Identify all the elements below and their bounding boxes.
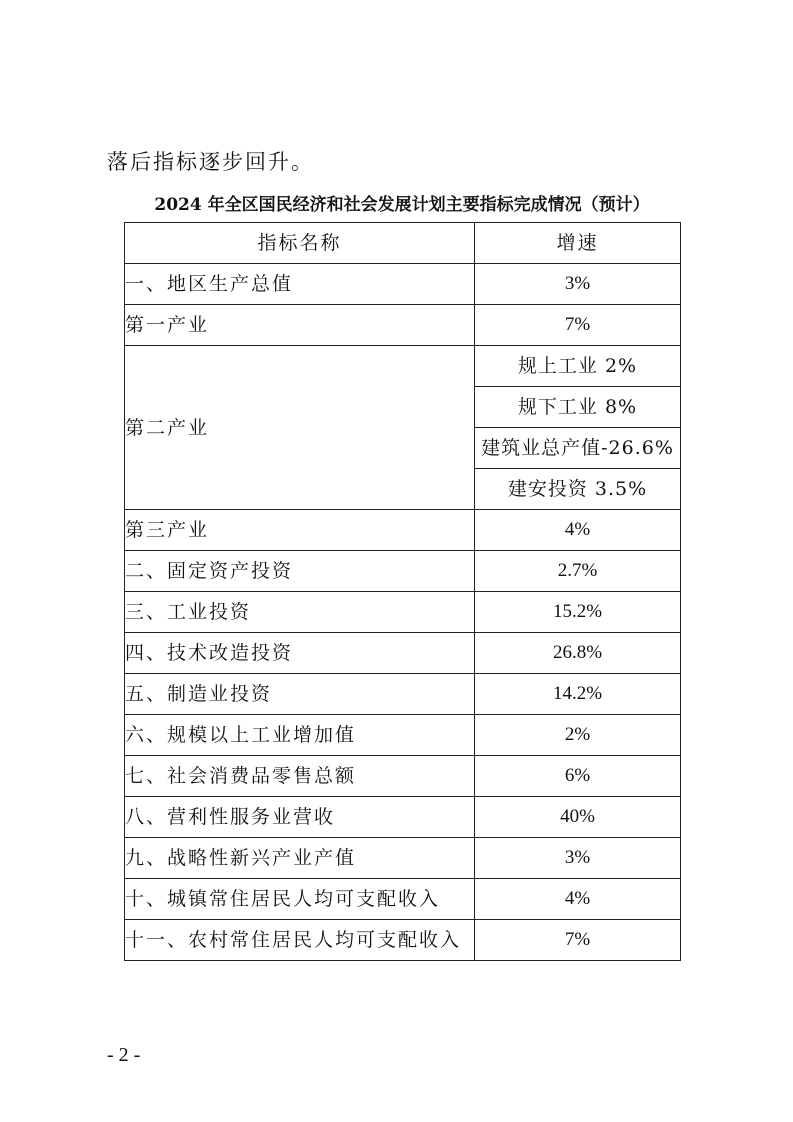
table-row — [125, 920, 681, 961]
row-label: 第一产业 — [125, 305, 475, 346]
header-growth: 增速 — [475, 223, 681, 264]
row-value: 7% — [475, 920, 681, 961]
row-value: 15.2% — [475, 592, 681, 633]
page-number: - 2 - — [107, 1044, 141, 1066]
table-row — [125, 633, 681, 674]
table-row-secondary-industry — [125, 346, 681, 387]
paragraph-tail: 落后指标逐步回升。 — [107, 150, 314, 174]
row-label: 十一、农村常住居民人均可支配收入 — [125, 920, 475, 961]
row-label: 第三产业 — [125, 510, 475, 551]
table-row — [125, 715, 681, 756]
row-label: 七、社会消费品零售总额 — [125, 756, 475, 797]
row-value: 4% — [475, 879, 681, 920]
row-label: 三、工业投资 — [125, 592, 475, 633]
row-label: 四、技术改造投资 — [125, 633, 475, 674]
secondary-industry-label: 第二产业 — [125, 346, 475, 510]
row-value: 4% — [475, 510, 681, 551]
row-label: 一、地区生产总值 — [125, 264, 475, 305]
row-label: 九、战略性新兴产业产值 — [125, 838, 475, 879]
row-label: 六、规模以上工业增加值 — [125, 715, 475, 756]
table-header-row — [125, 223, 681, 264]
table-row — [125, 756, 681, 797]
indicator-table — [124, 222, 681, 961]
secondary-subitem: 建筑业总产值-26.6% — [475, 428, 681, 469]
table-row — [125, 797, 681, 838]
row-value: 3% — [475, 264, 681, 305]
table-row — [125, 592, 681, 633]
row-label: 二、固定资产投资 — [125, 551, 475, 592]
table-row — [125, 305, 681, 346]
row-value: 7% — [475, 305, 681, 346]
table-title: 2024 年全区国民经济和社会发展计划主要指标完成情况（预计） — [154, 195, 650, 215]
table-row — [125, 838, 681, 879]
row-value: 14.2% — [475, 674, 681, 715]
header-indicator: 指标名称 — [125, 223, 475, 264]
secondary-subitem: 规下工业 8% — [475, 387, 681, 428]
table-row — [125, 674, 681, 715]
row-value: 6% — [475, 756, 681, 797]
table-row — [125, 879, 681, 920]
secondary-subitem: 规上工业 2% — [475, 346, 681, 387]
row-value: 3% — [475, 838, 681, 879]
row-label: 五、制造业投资 — [125, 674, 475, 715]
table-row — [125, 551, 681, 592]
row-value: 40% — [475, 797, 681, 838]
secondary-subitem: 建安投资 3.5% — [475, 469, 681, 510]
table-row — [125, 510, 681, 551]
row-value: 2% — [475, 715, 681, 756]
row-value: 26.8% — [475, 633, 681, 674]
table-row — [125, 264, 681, 305]
row-label: 八、营利性服务业营收 — [125, 797, 475, 838]
row-value: 2.7% — [475, 551, 681, 592]
row-label: 十、城镇常住居民人均可支配收入 — [125, 879, 475, 920]
